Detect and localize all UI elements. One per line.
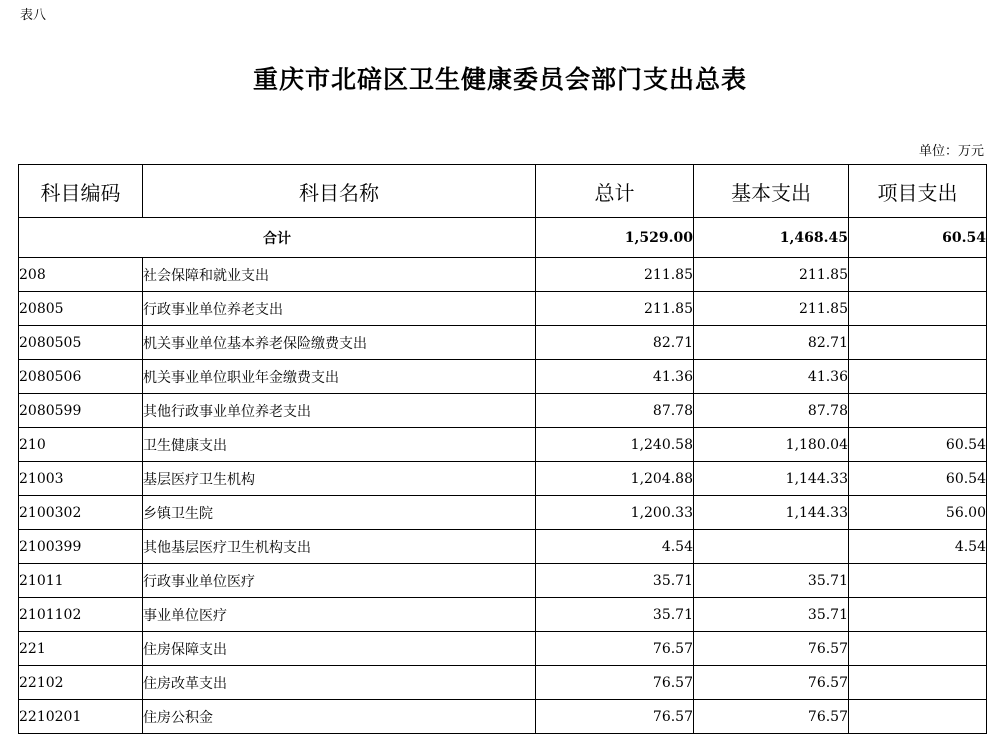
project-amount [849, 598, 987, 632]
account-name: 其他行政事业单位养老支出 [143, 394, 536, 428]
basic-amount: 76.57 [694, 632, 849, 666]
basic-amount: 211.85 [694, 292, 849, 326]
account-code: 221 [19, 632, 143, 666]
total-amount: 76.57 [536, 632, 694, 666]
total-amount: 76.57 [536, 700, 694, 734]
column-header-total: 总计 [536, 165, 694, 218]
project-amount: 60.54 [849, 428, 987, 462]
table-row [19, 564, 987, 598]
account-code: 208 [19, 258, 143, 292]
total-amount: 211.85 [536, 258, 694, 292]
table-row [19, 326, 987, 360]
account-name: 机关事业单位职业年金缴费支出 [143, 360, 536, 394]
account-code: 20805 [19, 292, 143, 326]
account-code: 21011 [19, 564, 143, 598]
column-header-code: 科目编码 [19, 165, 143, 218]
account-code: 2100399 [19, 530, 143, 564]
project-amount [849, 632, 987, 666]
total-amount: 35.71 [536, 598, 694, 632]
basic-amount: 1,144.33 [694, 462, 849, 496]
total-amount: 211.85 [536, 292, 694, 326]
total-amount: 1,240.58 [536, 428, 694, 462]
account-code: 2080505 [19, 326, 143, 360]
project-amount [849, 564, 987, 598]
account-name: 行政事业单位医疗 [143, 564, 536, 598]
account-code: 2210201 [19, 700, 143, 734]
column-header-basic: 基本支出 [694, 165, 849, 218]
total-amount: 82.71 [536, 326, 694, 360]
total-amount: 1,200.33 [536, 496, 694, 530]
project-amount [849, 326, 987, 360]
project-amount [849, 360, 987, 394]
basic-amount: 35.71 [694, 564, 849, 598]
table-row [19, 258, 987, 292]
account-name: 住房改革支出 [143, 666, 536, 700]
account-name: 乡镇卫生院 [143, 496, 536, 530]
total-amount: 4.54 [536, 530, 694, 564]
column-header-project: 项目支出 [849, 165, 987, 218]
table-row [19, 530, 987, 564]
expenditure-table [18, 164, 987, 734]
account-code: 2080599 [19, 394, 143, 428]
basic-amount: 76.57 [694, 666, 849, 700]
project-amount [849, 394, 987, 428]
total-project: 60.54 [849, 218, 987, 258]
account-name: 事业单位医疗 [143, 598, 536, 632]
account-name: 机关事业单位基本养老保险缴费支出 [143, 326, 536, 360]
total-row [19, 218, 987, 258]
total-amount: 41.36 [536, 360, 694, 394]
basic-amount: 82.71 [694, 326, 849, 360]
table-row [19, 360, 987, 394]
column-header-name: 科目名称 [143, 165, 536, 218]
total-basic: 1,468.45 [694, 218, 849, 258]
basic-amount: 41.36 [694, 360, 849, 394]
unit-label: 单位：万元 [918, 144, 984, 159]
table-row [19, 598, 987, 632]
total-amount: 1,204.88 [536, 462, 694, 496]
account-code: 2080506 [19, 360, 143, 394]
account-code: 22102 [19, 666, 143, 700]
table-row [19, 700, 987, 734]
table-tag: 表八 [20, 8, 47, 23]
project-amount: 56.00 [849, 496, 987, 530]
account-name: 社会保障和就业支出 [143, 258, 536, 292]
account-name: 住房保障支出 [143, 632, 536, 666]
table-row [19, 462, 987, 496]
table-row [19, 632, 987, 666]
table-row [19, 394, 987, 428]
basic-amount: 211.85 [694, 258, 849, 292]
account-code: 210 [19, 428, 143, 462]
total-label: 合计 [19, 218, 536, 258]
basic-amount: 1,144.33 [694, 496, 849, 530]
basic-amount: 1,180.04 [694, 428, 849, 462]
account-name: 卫生健康支出 [143, 428, 536, 462]
total-sum: 1,529.00 [536, 218, 694, 258]
total-amount: 76.57 [536, 666, 694, 700]
project-amount [849, 666, 987, 700]
total-amount: 35.71 [536, 564, 694, 598]
table-row [19, 428, 987, 462]
basic-amount: 87.78 [694, 394, 849, 428]
table-row [19, 292, 987, 326]
basic-amount: 35.71 [694, 598, 849, 632]
basic-amount: 76.57 [694, 700, 849, 734]
account-name: 行政事业单位养老支出 [143, 292, 536, 326]
page-title: 重庆市北碚区卫生健康委员会部门支出总表 [252, 65, 747, 94]
total-amount: 87.78 [536, 394, 694, 428]
project-amount [849, 258, 987, 292]
account-name: 基层医疗卫生机构 [143, 462, 536, 496]
project-amount [849, 700, 987, 734]
account-name: 其他基层医疗卫生机构支出 [143, 530, 536, 564]
account-name: 住房公积金 [143, 700, 536, 734]
basic-amount [694, 530, 849, 564]
account-code: 21003 [19, 462, 143, 496]
project-amount: 60.54 [849, 462, 987, 496]
header-row [19, 165, 987, 218]
table-row [19, 666, 987, 700]
account-code: 2100302 [19, 496, 143, 530]
table-row [19, 496, 987, 530]
project-amount: 4.54 [849, 530, 987, 564]
account-code: 2101102 [19, 598, 143, 632]
project-amount [849, 292, 987, 326]
